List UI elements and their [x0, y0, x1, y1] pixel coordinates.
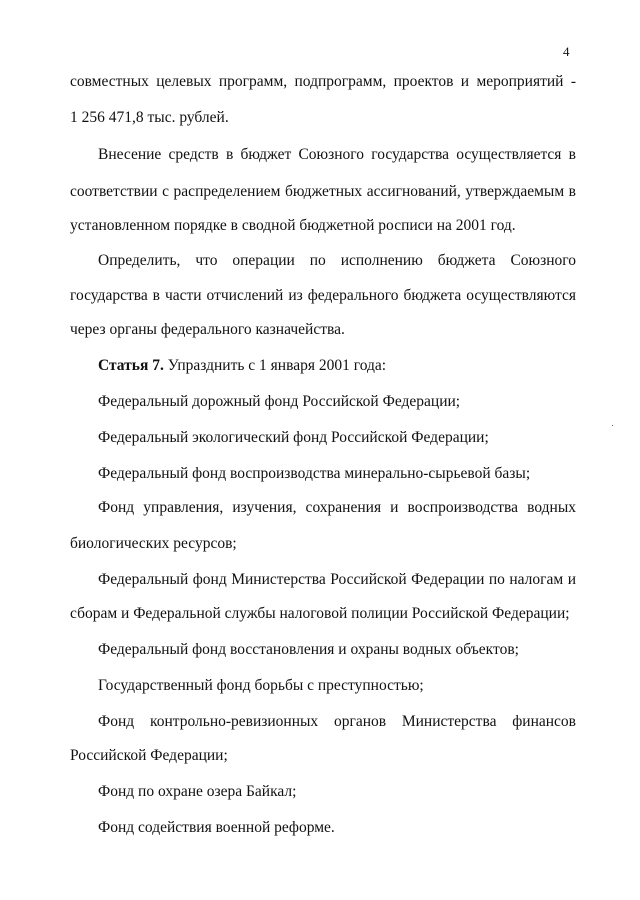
scan-speck: [612, 425, 613, 426]
text-line-4: соответствии с распределением бюджетных ассигнований, утверждаемым в: [70, 183, 576, 200]
text-line-3: Внесение средств в бюджет Союзного государства осуществляется в: [98, 146, 576, 163]
list-item-8-line-1: Фонд контрольно-ревизионных органов Министерства финансов: [98, 713, 576, 730]
list-item-5-line-2: сборам и Федеральной службы налоговой полиции Российской Федерации;: [70, 605, 570, 622]
list-item-9: Фонд по охране озера Байкал;: [98, 783, 297, 800]
list-item-10: Фонд содействия военной реформе.: [98, 819, 335, 836]
text-line-7: государства в части отчислений из федерального бюджета осуществляются: [70, 287, 576, 304]
list-item-4-line-1: Фонд управления, изучения, сохранения и воспроизводства водных: [98, 499, 576, 516]
article-7-line: [98, 356, 386, 376]
list-item-5-line-1: Федеральный фонд Министерства Российской Федерации по налогам и: [98, 571, 576, 588]
text-line-8: через органы федерального казначейства.: [70, 321, 345, 338]
article-7-text: Упразднить с 1 января 2001 года:: [163, 357, 387, 374]
list-item-1: Федеральный дорожный фонд Российской Федерации;: [98, 393, 461, 410]
text-line-5: установленном порядке в сводной бюджетной росписи на 2001 год.: [70, 217, 516, 234]
list-item-3: Федеральный фонд воспроизводства минерально-сырьевой базы;: [98, 465, 531, 482]
text-line-2: 1 256 471,8 тыс. рублей.: [70, 109, 229, 126]
text-line-1: совместных целевых программ, подпрограмм, проектов и мероприятий -: [70, 73, 576, 90]
list-item-6: Федеральный фонд восстановления и охраны водных объектов;: [98, 641, 519, 658]
article-7-heading: Статья 7.: [98, 357, 164, 374]
list-item-2: Федеральный экологический фонд Российской Федерации;: [98, 429, 489, 446]
list-item-4-line-2: биологических ресурсов;: [70, 535, 237, 552]
list-item-8-line-2: Российской Федерации;: [70, 747, 228, 764]
text-line-6: Определить, что операции по исполнению бюджета Союзного: [98, 252, 576, 269]
page-number: 4: [563, 44, 570, 59]
list-item-7: Государственный фонд борьбы с преступностью;: [98, 677, 424, 694]
